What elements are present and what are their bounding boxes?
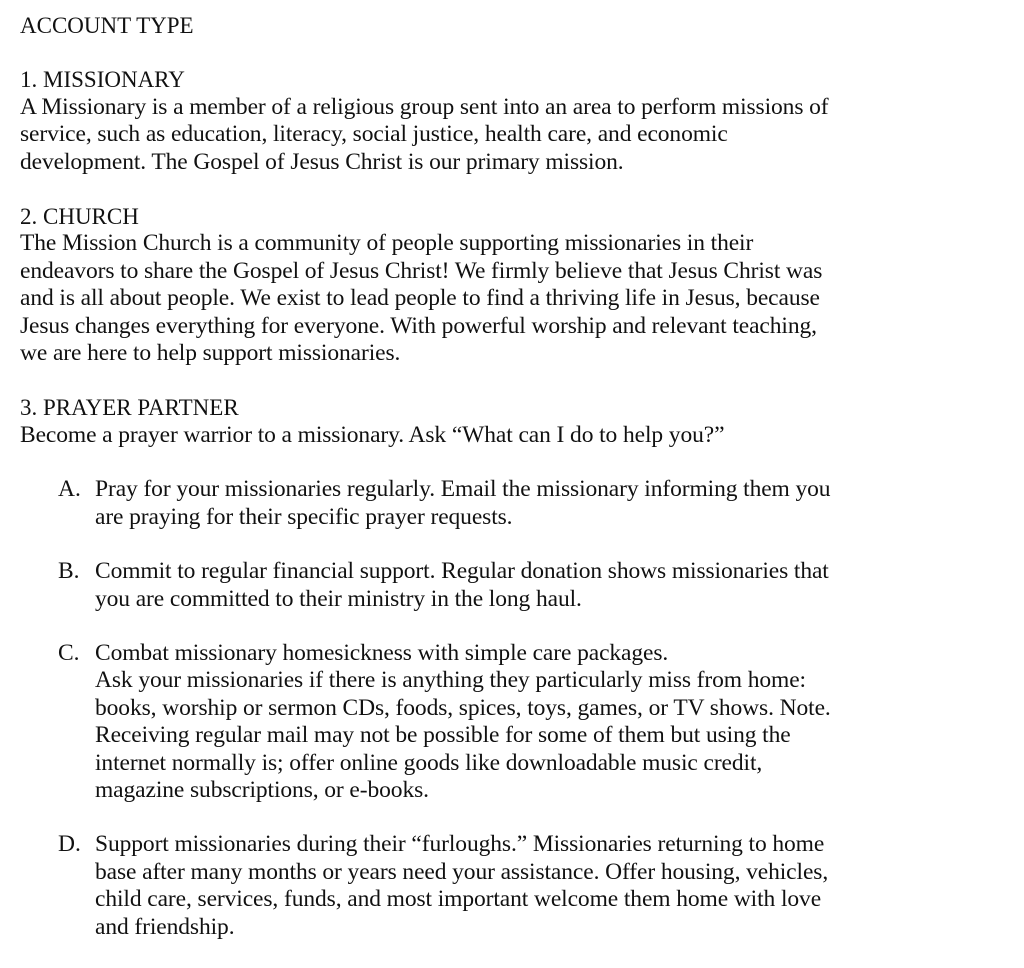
document-title: ACCOUNT TYPE: [20, 13, 194, 38]
paragraph-line: development. The Gospel of Jesus Christ is our primary mission.: [20, 148, 624, 175]
list-item-line: Ask your missionaries if there is anything they particularly miss from home:: [95, 667, 806, 694]
paragraph-line: Become a prayer warrior to a missionary. Ask “What can I do to help you?”: [20, 421, 725, 448]
list-marker: C.: [58, 639, 80, 666]
section-church: [20, 203, 1010, 367]
paragraph-line: The Mission Church is a community of people supporting missionaries in their: [20, 230, 754, 257]
list-item-line: child care, services, funds, and most important welcome them home with love: [95, 886, 822, 913]
list-item-line: Receiving regular mail may not be possible for some of them but using the: [95, 722, 791, 749]
document-page: [20, 12, 1010, 968]
list-item-c: [20, 640, 1010, 804]
list-item-line: books, worship or sermon CDs, foods, spices, toys, games, or TV shows. Note.: [95, 694, 831, 721]
list-item-d: [20, 831, 1010, 941]
list-item-line: Commit to regular financial support. Regular donation shows missionaries that: [95, 558, 829, 585]
section-heading: 1. MISSIONARY: [20, 67, 185, 93]
paragraph-line: and is all about people. We exist to lead people to find a thriving life in Jesus, because: [20, 285, 820, 312]
section-prayer-partner: [20, 394, 1010, 941]
list-marker: B.: [58, 558, 80, 585]
list-item-line: Support missionaries during their “furloughs.” Missionaries returning to home: [95, 831, 825, 858]
list-item-line: base after many months or years need your assistance. Offer housing, vehicles,: [95, 858, 829, 885]
list-item-line: are praying for their specific prayer requests.: [95, 503, 513, 530]
list-item-line: magazine subscriptions, or e-books.: [95, 776, 429, 803]
list-item-line: Combat missionary homesickness with simple care packages.: [95, 639, 669, 666]
paragraph-line: we are here to help support missionaries.: [20, 340, 401, 367]
list-item-b: [20, 558, 1010, 613]
list-item-a: [20, 476, 1010, 531]
section-missionary: [20, 66, 1010, 176]
section-heading: 2. CHURCH: [20, 204, 139, 230]
list-item-line: you are committed to their ministry in the long haul.: [95, 585, 582, 612]
list-marker: D.: [58, 831, 81, 858]
list-item-line: and friendship.: [95, 913, 235, 940]
paragraph-line: A Missionary is a member of a religious group sent into an area to perform missions of: [20, 93, 829, 120]
list-marker: A.: [58, 476, 81, 503]
prayer-partner-list: [20, 476, 1010, 941]
section-heading: 3. PRAYER PARTNER: [20, 395, 239, 421]
paragraph-line: Jesus changes everything for everyone. With powerful worship and relevant teaching,: [20, 312, 817, 339]
list-item-line: Pray for your missionaries regularly. Email the missionary informing them you: [95, 476, 831, 503]
paragraph-line: service, such as education, literacy, social justice, health care, and economic: [20, 121, 728, 148]
list-item-line: internet normally is; offer online goods like downloadable music credit,: [95, 749, 763, 776]
paragraph-line: endeavors to share the Gospel of Jesus Christ! We firmly believe that Jesus Christ was: [20, 257, 823, 284]
